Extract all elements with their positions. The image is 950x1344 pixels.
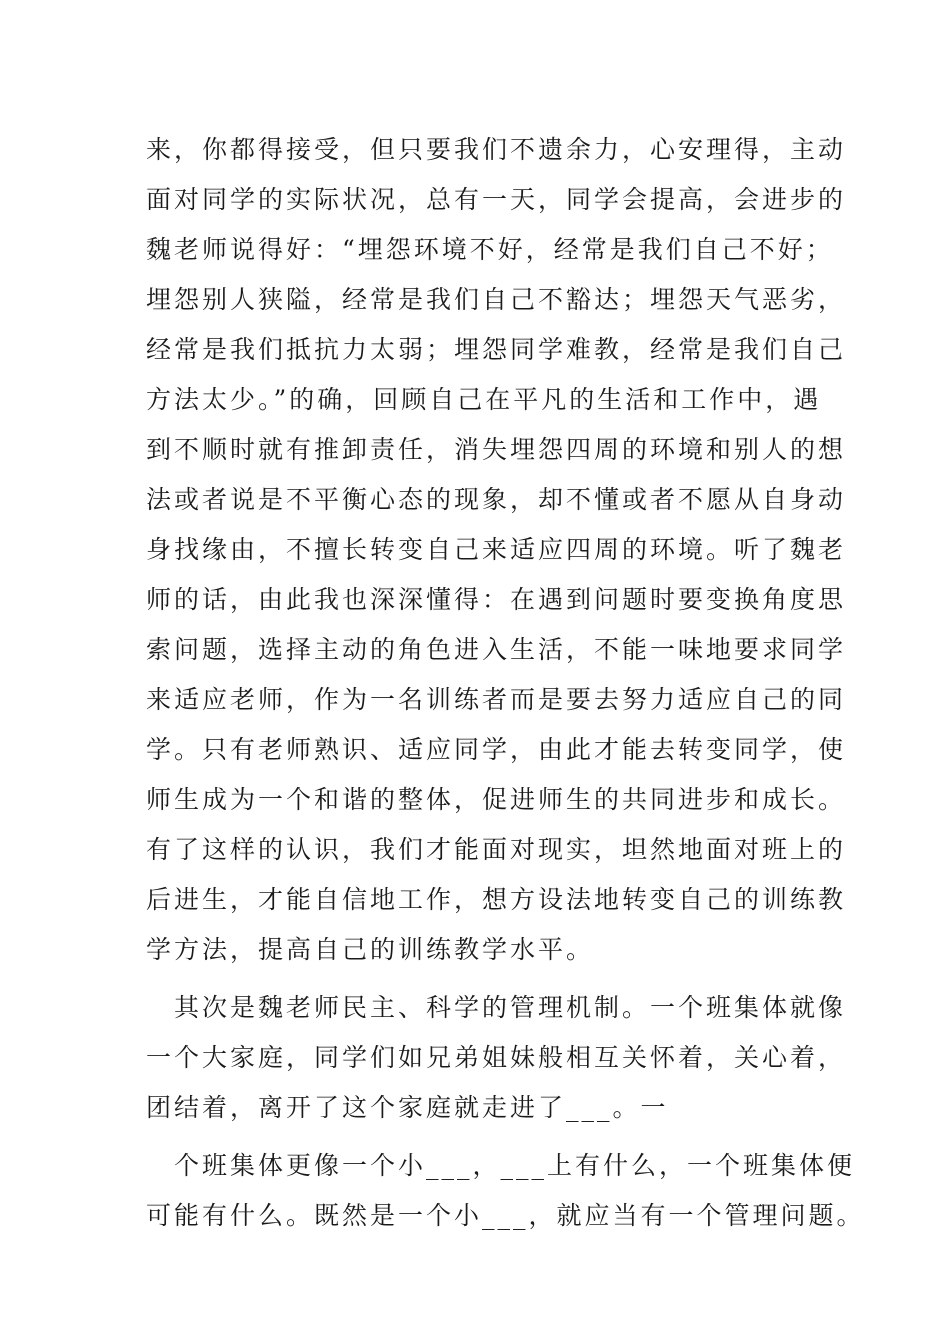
text-line: 来适应老师，作为一名训练者而是要去努力适应自己的同: [146, 685, 847, 714]
text-line: 索问题，选择主动的角色进入生活，不能一味地要求同学: [146, 635, 847, 664]
text-line: 师生成为一个和谐的整体，促进师生的共同进步和成长。: [146, 785, 847, 814]
text-line: 身找缘由，不擅长转变自己来适应四周的环境。听了魏老: [146, 535, 847, 564]
text-line: 到不顺时就有推卸责任，消失埋怨四周的环境和别人的想: [146, 435, 847, 464]
text-line: 魏老师说得好：“埋怨环境不好，经常是我们自己不好；: [146, 235, 834, 264]
text-line: 学方法，提高自己的训练教学水平。: [146, 935, 595, 964]
text-line: 一个大家庭，同学们如兄弟姐妹般相互关怀着，关心着，: [146, 1043, 847, 1072]
text-line: 师的话，由此我也深深懂得：在遇到问题时要变换角度思: [146, 585, 847, 614]
text-line: 可能有什么。既然是一个小___，就应当有一个管理问题。: [146, 1201, 865, 1230]
text-line: 方法太少。”的确，回顾自己在平凡的生活和工作中，遇: [146, 385, 822, 414]
text-line: 法或者说是不平衡心态的现象，却不懂或者不愿从自身动: [146, 485, 847, 514]
text-line: 学。只有老师熟识、适应同学，由此才能去转变同学，使: [146, 735, 847, 764]
text-line: 后进生，才能自信地工作，想方设法地转变自己的训练教: [146, 885, 847, 914]
text-line: 经常是我们抵抗力太弱；埋怨同学难教，经常是我们自己: [146, 335, 847, 364]
paragraph-first-line: 其次是魏老师民主、科学的管理机制。一个班集体就像: [174, 993, 847, 1022]
text-line: 团结着，离开了这个家庭就走进了___。一: [146, 1093, 669, 1122]
body-text: [146, 125, 865, 1241]
paragraph-first-line: 个班集体更像一个小___，___上有什么，一个班集体便: [174, 1151, 856, 1180]
text-line: 面对同学的实际状况，总有一天，同学会提高，会进步的: [146, 185, 847, 214]
text-line: 有了这样的认识，我们才能面对现实，坦然地面对班上的: [146, 835, 847, 864]
text-line: 来，你都得接受，但只要我们不遗余力，心安理得，主动: [146, 135, 847, 164]
text-line: 埋怨别人狭隘，经常是我们自己不豁达；埋怨天气恶劣，: [146, 285, 847, 314]
